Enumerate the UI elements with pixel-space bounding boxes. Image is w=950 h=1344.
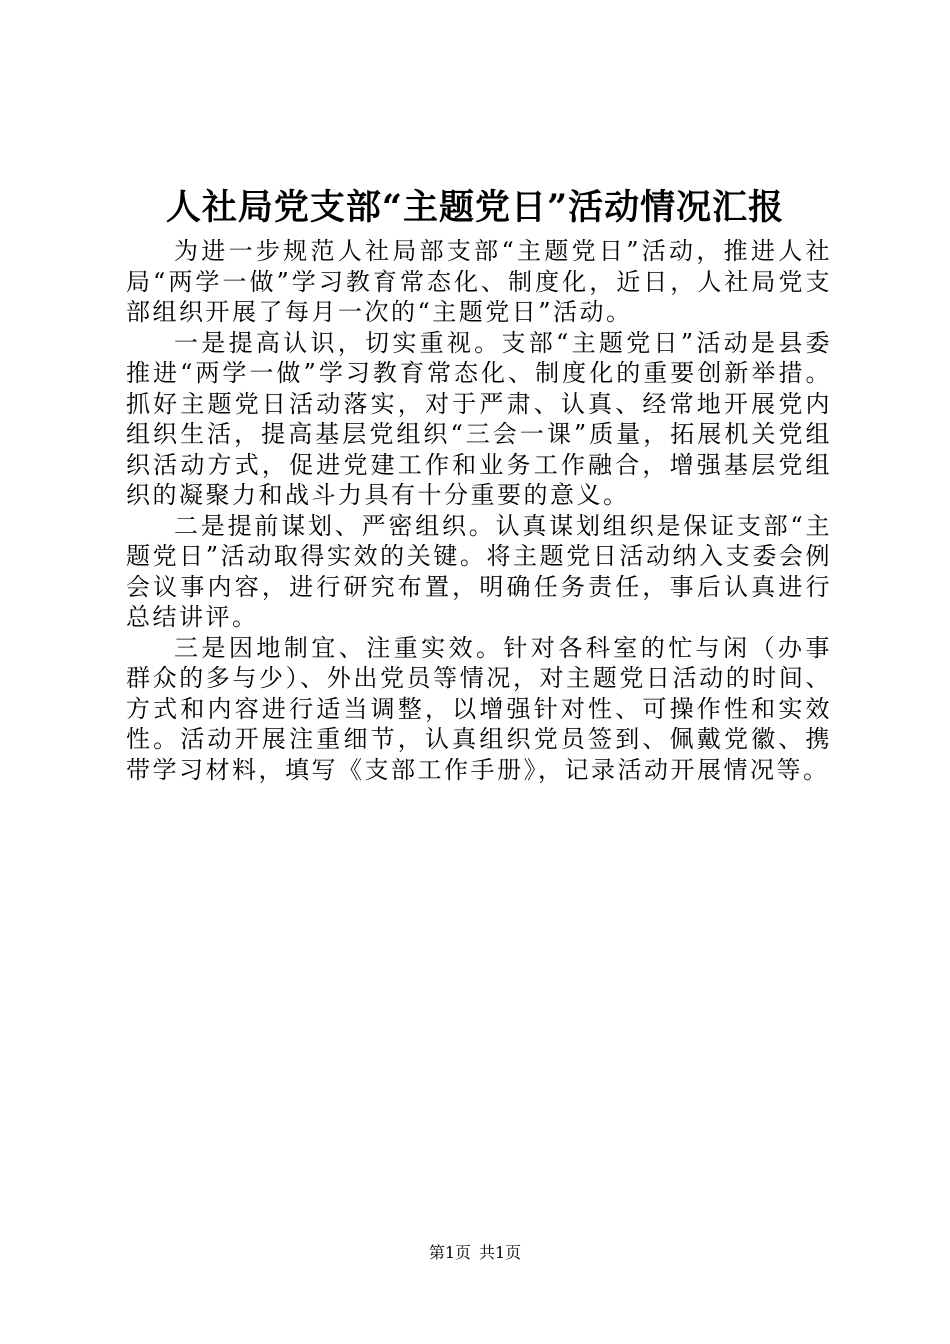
page-footer (0, 1242, 950, 1264)
document-title: 人社局党支部“主题党日”活动情况汇报 (165, 187, 785, 228)
page-number-current: 第1页 (428, 1243, 471, 1262)
page-number-total: 共1页 (479, 1243, 522, 1262)
document-body (126, 236, 832, 785)
paragraph-point-two: 二是提前谋划、严密组织。认真谋划组织是保证支部“主题党日”活动取得实效的关键。将主题党日活动纳入支委会例会议事内容，进行研究布置，明确任务责任，事后认真进行总结讲评。 (126, 511, 832, 631)
paragraph-point-one: 一是提高认识，切实重视。支部“主题党日”活动是县委推进“两学一做”学习教育常态化、制度化的重要创新举措。抓好主题党日活动落实，对于严肃、认真、经常地开展党内组织生活，提高基层党组织“三会一课”质量，拓展机关党组织活动方式，促进党建工作和业务工作融合，增强基层党组织的凝聚力和战斗力具有十分重要的意义。 (126, 328, 832, 509)
paragraph-intro: 为进一步规范人社局部支部“主题党日”活动，推进人社局“两学一做”学习教育常态化、制度化，近日，人社局党支部组织开展了每月一次的“主题党日”活动。 (126, 237, 832, 326)
paragraph-point-three: 三是因地制宜、注重实效。针对各科室的忙与闲（办事群众的多与少）、外出党员等情况，对主题党日活动的时间、方式和内容进行适当调整，以增强针对性、可操作性和实效性。活动开展注重细节，认真组织党员签到、佩戴党徽、携带学习材料，填写《支部工作手册》，记录活动开展情况等。 (126, 633, 832, 784)
